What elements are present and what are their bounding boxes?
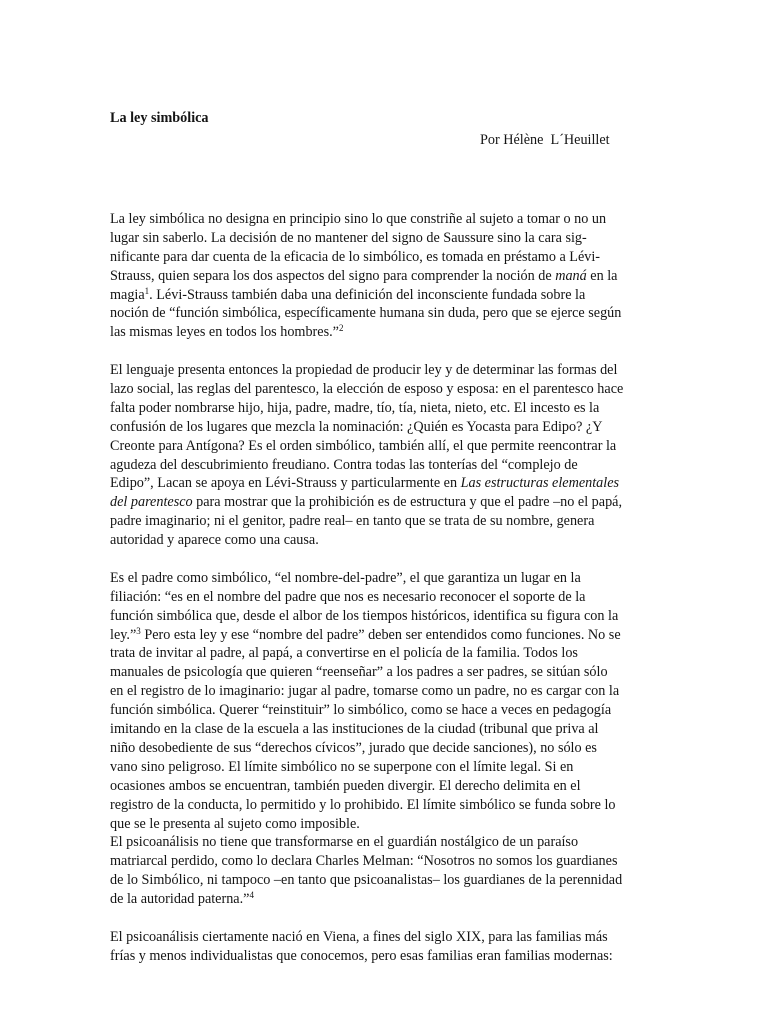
text-line [110,493,655,512]
text-line [110,361,655,380]
footnote-marker: 3 [136,625,141,636]
text-line [110,588,655,607]
text-line [110,758,655,777]
text-line [110,437,655,456]
text-segment: noción de “función simbólica, específicamente humana sin duda, pero que se ejerce según [110,305,622,322]
text-line [110,512,655,531]
text-line [110,739,655,758]
text-segment: ocasiones ambos se encuentran, también pueden divergir. El derecho delimita en el [110,777,581,794]
text-line [110,890,655,909]
paragraph [110,928,655,966]
footnote-marker: 1 [144,285,150,296]
paragraph [110,361,655,550]
text-segment: vano sino peligroso. El límite simbólico no se superpone con el límite legal. Si en [110,758,574,775]
text-segment: frías y menos individualistas que conocemos, pero esas familias eran familias modernas: [110,947,613,964]
document-title: La ley simbólica [110,110,209,126]
text-line [110,852,655,871]
text-segment: La ley simbólica no designa en principio sino lo que constriñe al sujeto a tomar o no un [110,211,607,227]
text-segment: lazo social, las reglas del parentesco, la elección de esposo y esposa: en el parentesco hace [110,381,624,398]
paragraph [110,210,655,342]
paragraph [110,569,655,909]
text-segment: confusión de los lugares que mezcla la nominación: ¿Quién es Yocasta para Edipo? ¿Y [110,418,603,435]
footnote-marker: 4 [249,890,254,901]
text-segment: agudeza del descubrimiento freudiano. Contra todas las tonterías del “complejo de [110,456,578,473]
text-segment: registro de la conducta, lo permitido y lo prohibido. El límite simbólico se funda sobre lo [110,796,616,813]
text-segment: . Lévi-Strauss también daba una definición del inconsciente fundada sobre la [149,286,586,303]
text-segment: filiación: “es en el nombre del padre que nos es necesario reconocer el soporte de la [110,588,586,605]
text-segment: ley.” [110,626,137,643]
text-line [110,720,655,739]
paragraph-gap [110,550,655,569]
text-segment: que se le presenta al sujeto como imposible. [110,815,360,832]
text-line [110,777,655,796]
text-line [110,796,655,815]
text-line [110,833,655,852]
text-segment: Pero esta ley y ese “nombre del padre” deben ser entendidos como funciones. No se [140,626,621,643]
paragraph-gap [110,342,655,361]
text-line [110,210,655,229]
text-line [110,701,655,720]
text-line [110,682,655,701]
document-author: Por Hélène L´Heuillet [480,132,610,148]
italic-text: Las estructuras elementales [460,475,620,492]
text-segment: El lenguaje presenta entonces la propiedad de producir ley y de determinar las formas del [110,362,618,379]
footnote-marker: 2 [338,323,344,334]
text-segment: autoridad y aparece como una causa. [110,532,319,549]
text-segment: de la autoridad paterna.” [110,891,250,908]
text-line [110,248,655,267]
text-line [110,304,655,323]
text-segment: matriarcal perdido, como lo declara Charles Melman: “Nosotros no somos los guardianes [110,853,618,870]
italic-text: del parentesco [110,494,193,511]
text-line [110,286,655,305]
text-segment: manuales de psicología que quieren “reenseñar” a los padres a ser padres, se sitúan sólo [110,664,608,681]
text-line [110,418,655,437]
text-line [110,456,655,475]
text-segment: Strauss, quien separa los dos aspectos del signo para comprender la noción de [110,267,556,284]
text-segment: imitando en la clase de la escuela a las instituciones de la ciudad (tribunal que priva al [110,721,599,738]
text-line [110,871,655,890]
document-body [110,210,655,966]
text-line [110,399,655,418]
text-segment: de lo Simbólico, ni tampoco –en tanto que psicoanalistas– los guardianes de la perennidad [110,872,623,889]
text-segment: El psicoanálisis ciertamente nació en Viena, a fines del siglo XIX, para las familias más [110,928,608,945]
text-line [110,474,655,493]
italic-text: maná [555,267,587,284]
text-segment: niño desobediente de sus “derechos cívicos”, jurado que decide sanciones), no sólo es [110,739,597,756]
text-line [110,947,655,966]
text-segment: Creonte para Antígona? Es el orden simbólico, también allí, el que permite reencontrar la [110,437,617,454]
text-segment: las mismas leyes en todos los hombres.” [110,324,339,341]
text-segment: Edipo”, Lacan se apoya en Lévi-Strauss y particularmente en [110,475,461,492]
text-line [110,323,655,342]
paragraph-gap [110,909,655,928]
text-line [110,267,655,286]
text-segment: lugar sin saberlo. La decisión de no mantener del signo de Saussure sino la cara sig- [110,229,587,246]
text-segment: Es el padre como simbólico, “el nombre-del-padre”, el que garantiza un lugar en la [110,569,581,586]
text-line [110,928,655,947]
text-segment: en la [586,267,618,284]
text-line [110,815,655,834]
text-line [110,607,655,626]
text-segment: nificante para dar cuenta de la eficacia de lo simbólico, es tomada en préstamo a Lévi- [110,248,601,265]
text-line [110,663,655,682]
text-segment: función simbólica que, desde el albor de los tiempos históricos, identifica su figura con la [110,607,619,624]
text-segment: El psicoanálisis no tiene que transformarse en el guardián nostálgico de un paraíso [110,834,579,851]
text-segment: trata de invitar al padre, al papá, a convertirse en el policía de la familia. Todos los [110,645,578,662]
text-segment: en el registro de lo imaginario: jugar al padre, tomarse como un padre, no es cargar con la [110,683,620,700]
text-segment: padre imaginario; ni el genitor, padre real– en tanto que se trata de su nombre, genera [110,513,595,530]
text-line [110,626,655,645]
text-line [110,569,655,588]
text-segment: para mostrar que la prohibición es de estructura y que el padre –no el papá, [192,494,623,511]
text-line [110,644,655,663]
text-segment: falta poder nombrarse hijo, hija, padre, madre, tío, tía, nieta, nieto, etc. El incesto es la [110,399,600,416]
text-segment: magia [110,286,145,303]
text-line [110,380,655,399]
text-line [110,229,655,248]
text-line [110,531,655,550]
text-segment: función simbólica. Querer “reinstituir” lo simbólico, como se hace a veces en pedagogía [110,702,612,719]
